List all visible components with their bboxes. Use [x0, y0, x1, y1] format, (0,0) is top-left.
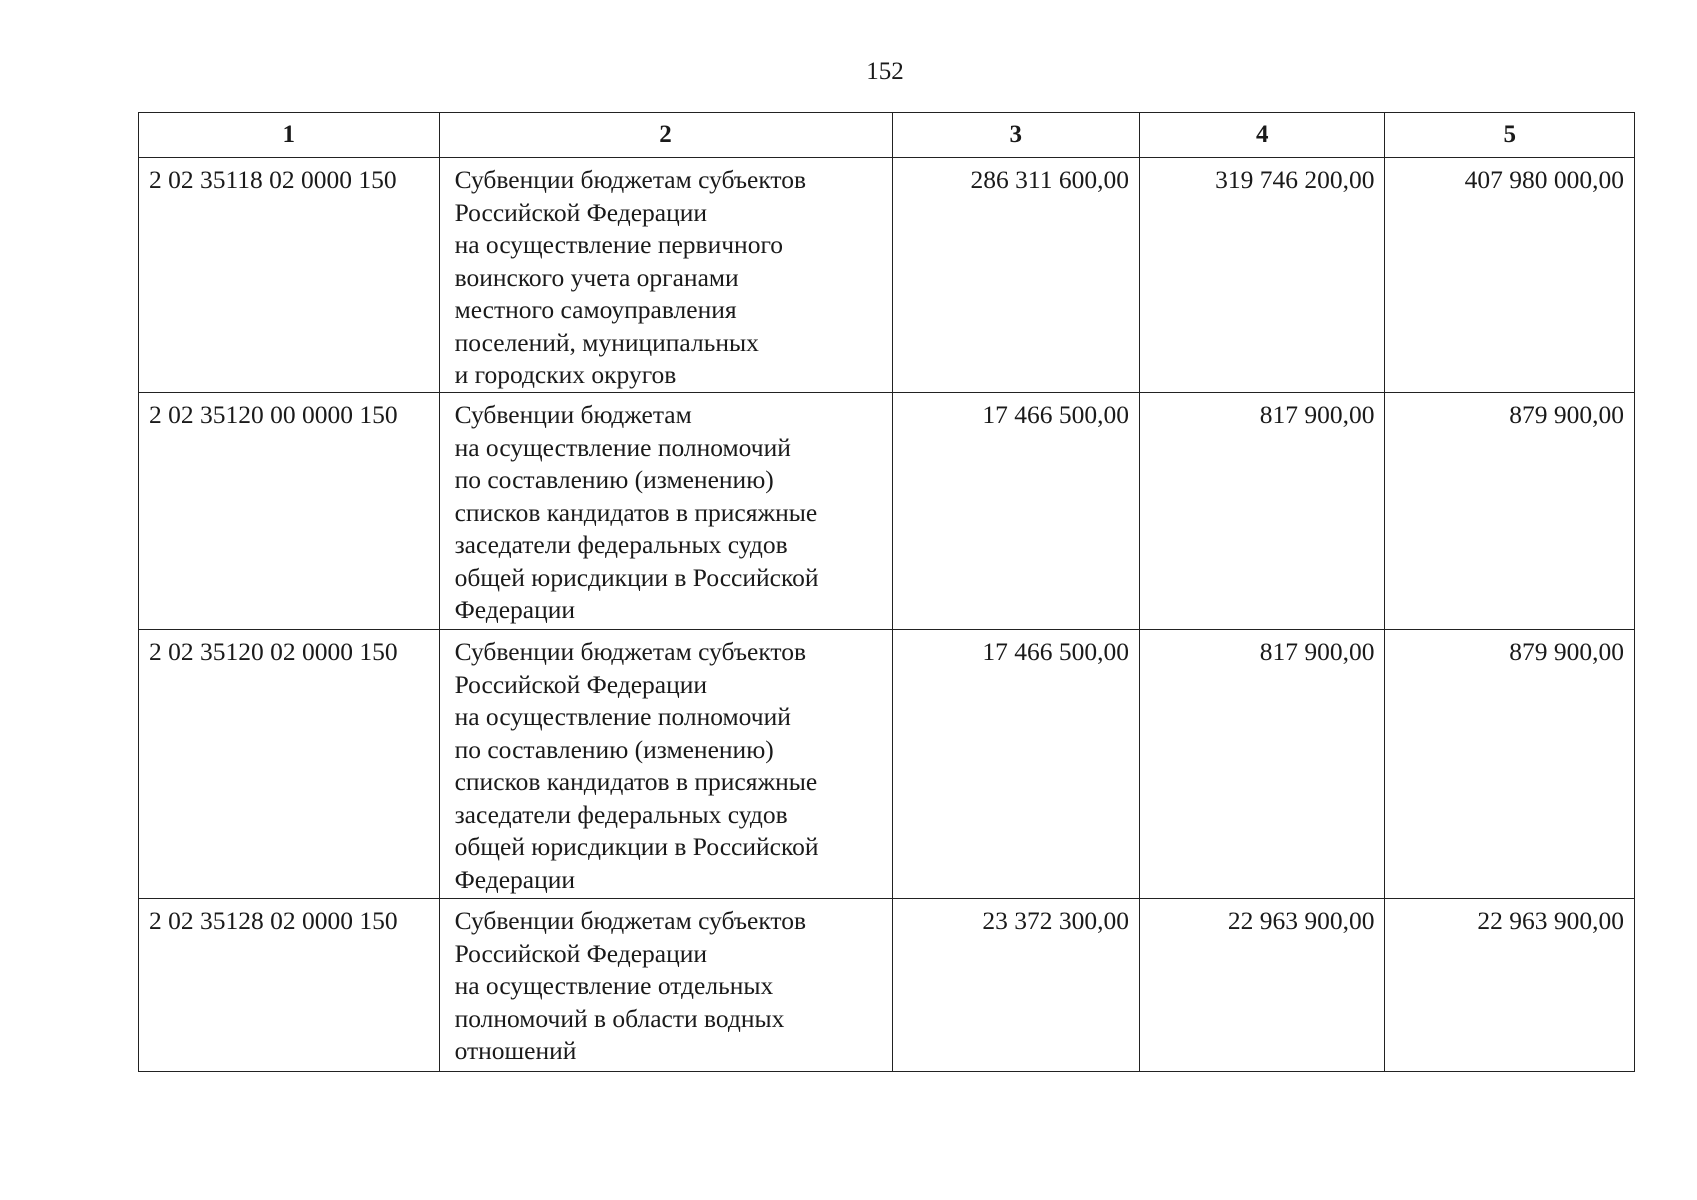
description-line: Субвенции бюджетам субъектов — [454, 165, 807, 194]
description-line: полномочий в области водных — [454, 1003, 785, 1033]
header-col-5: 5 — [1385, 113, 1635, 158]
description-cell — [439, 393, 892, 630]
description-line: поселений, муниципальных — [454, 327, 759, 357]
description-line: Российской Федерации — [454, 669, 708, 699]
table-row — [139, 158, 1635, 393]
amount-col-4: 319 746 200,00 — [1139, 158, 1384, 393]
description-line: на осуществление полномочий — [454, 702, 791, 731]
amount-col-3: 17 466 500,00 — [892, 393, 1139, 630]
header-col-2: 2 — [439, 113, 892, 158]
description-line: на осуществление отдельных — [454, 971, 774, 1000]
description-line: Федерации — [454, 595, 576, 624]
page-number: 152 — [866, 58, 904, 85]
description-line: Субвенции бюджетам — [454, 400, 692, 429]
amount-col-5: 879 900,00 — [1385, 393, 1635, 630]
amount-col-3: 23 372 300,00 — [892, 899, 1139, 1072]
table-row — [139, 630, 1635, 899]
budget-code-cell: 2 02 35120 00 0000 150 — [139, 393, 440, 630]
description-line: Российской Федерации — [454, 938, 708, 968]
budget-code-cell: 2 02 35120 02 0000 150 — [139, 630, 440, 899]
description-line: местного самоуправления — [454, 295, 737, 324]
amount-col-4: 22 963 900,00 — [1139, 899, 1384, 1072]
description-line: по составлению (изменению) — [454, 465, 774, 494]
description-line: списков кандидатов в присяжные — [454, 767, 818, 796]
amount-col-5: 879 900,00 — [1385, 630, 1635, 899]
description-cell — [439, 899, 892, 1072]
description-line: списков кандидатов в присяжные — [454, 497, 818, 527]
amount-col-3: 17 466 500,00 — [892, 630, 1139, 899]
table-header-row — [139, 113, 1635, 158]
header-col-1: 1 — [139, 113, 440, 158]
description-line: Субвенции бюджетам субъектов — [454, 637, 807, 666]
header-col-3: 3 — [892, 113, 1139, 158]
amount-col-4: 817 900,00 — [1139, 393, 1384, 630]
header-col-4: 4 — [1139, 113, 1384, 158]
description-cell — [439, 158, 892, 393]
description-line: заседатели федеральных судов — [454, 799, 788, 829]
description-line: Субвенции бюджетам субъектов — [454, 906, 807, 935]
description-line: на осуществление полномочий — [454, 432, 791, 462]
description-cell — [439, 630, 892, 899]
description-line: и городских округов — [454, 360, 677, 389]
amount-col-5: 407 980 000,00 — [1385, 158, 1635, 393]
description-line: общей юрисдикции в Российской — [454, 832, 819, 861]
amount-col-5: 22 963 900,00 — [1385, 899, 1635, 1072]
table-row — [139, 393, 1635, 630]
budget-code-cell: 2 02 35128 02 0000 150 — [139, 899, 440, 1072]
amount-col-3: 286 311 600,00 — [892, 158, 1139, 393]
budget-code-cell: 2 02 35118 02 0000 150 — [139, 158, 440, 393]
description-line: отношений — [454, 1036, 577, 1065]
description-line: Российской Федерации — [454, 197, 708, 227]
description-line: по составлению (изменению) — [454, 734, 774, 764]
table-row — [139, 899, 1635, 1072]
description-line: общей юрисдикции в Российской — [454, 562, 819, 592]
description-line: на осуществление первичного — [454, 230, 784, 259]
description-line: воинского учета органами — [454, 262, 739, 292]
budget-table — [138, 112, 1635, 1072]
amount-col-4: 817 900,00 — [1139, 630, 1384, 899]
description-line: заседатели федеральных судов — [454, 530, 788, 559]
description-line: Федерации — [454, 864, 576, 894]
